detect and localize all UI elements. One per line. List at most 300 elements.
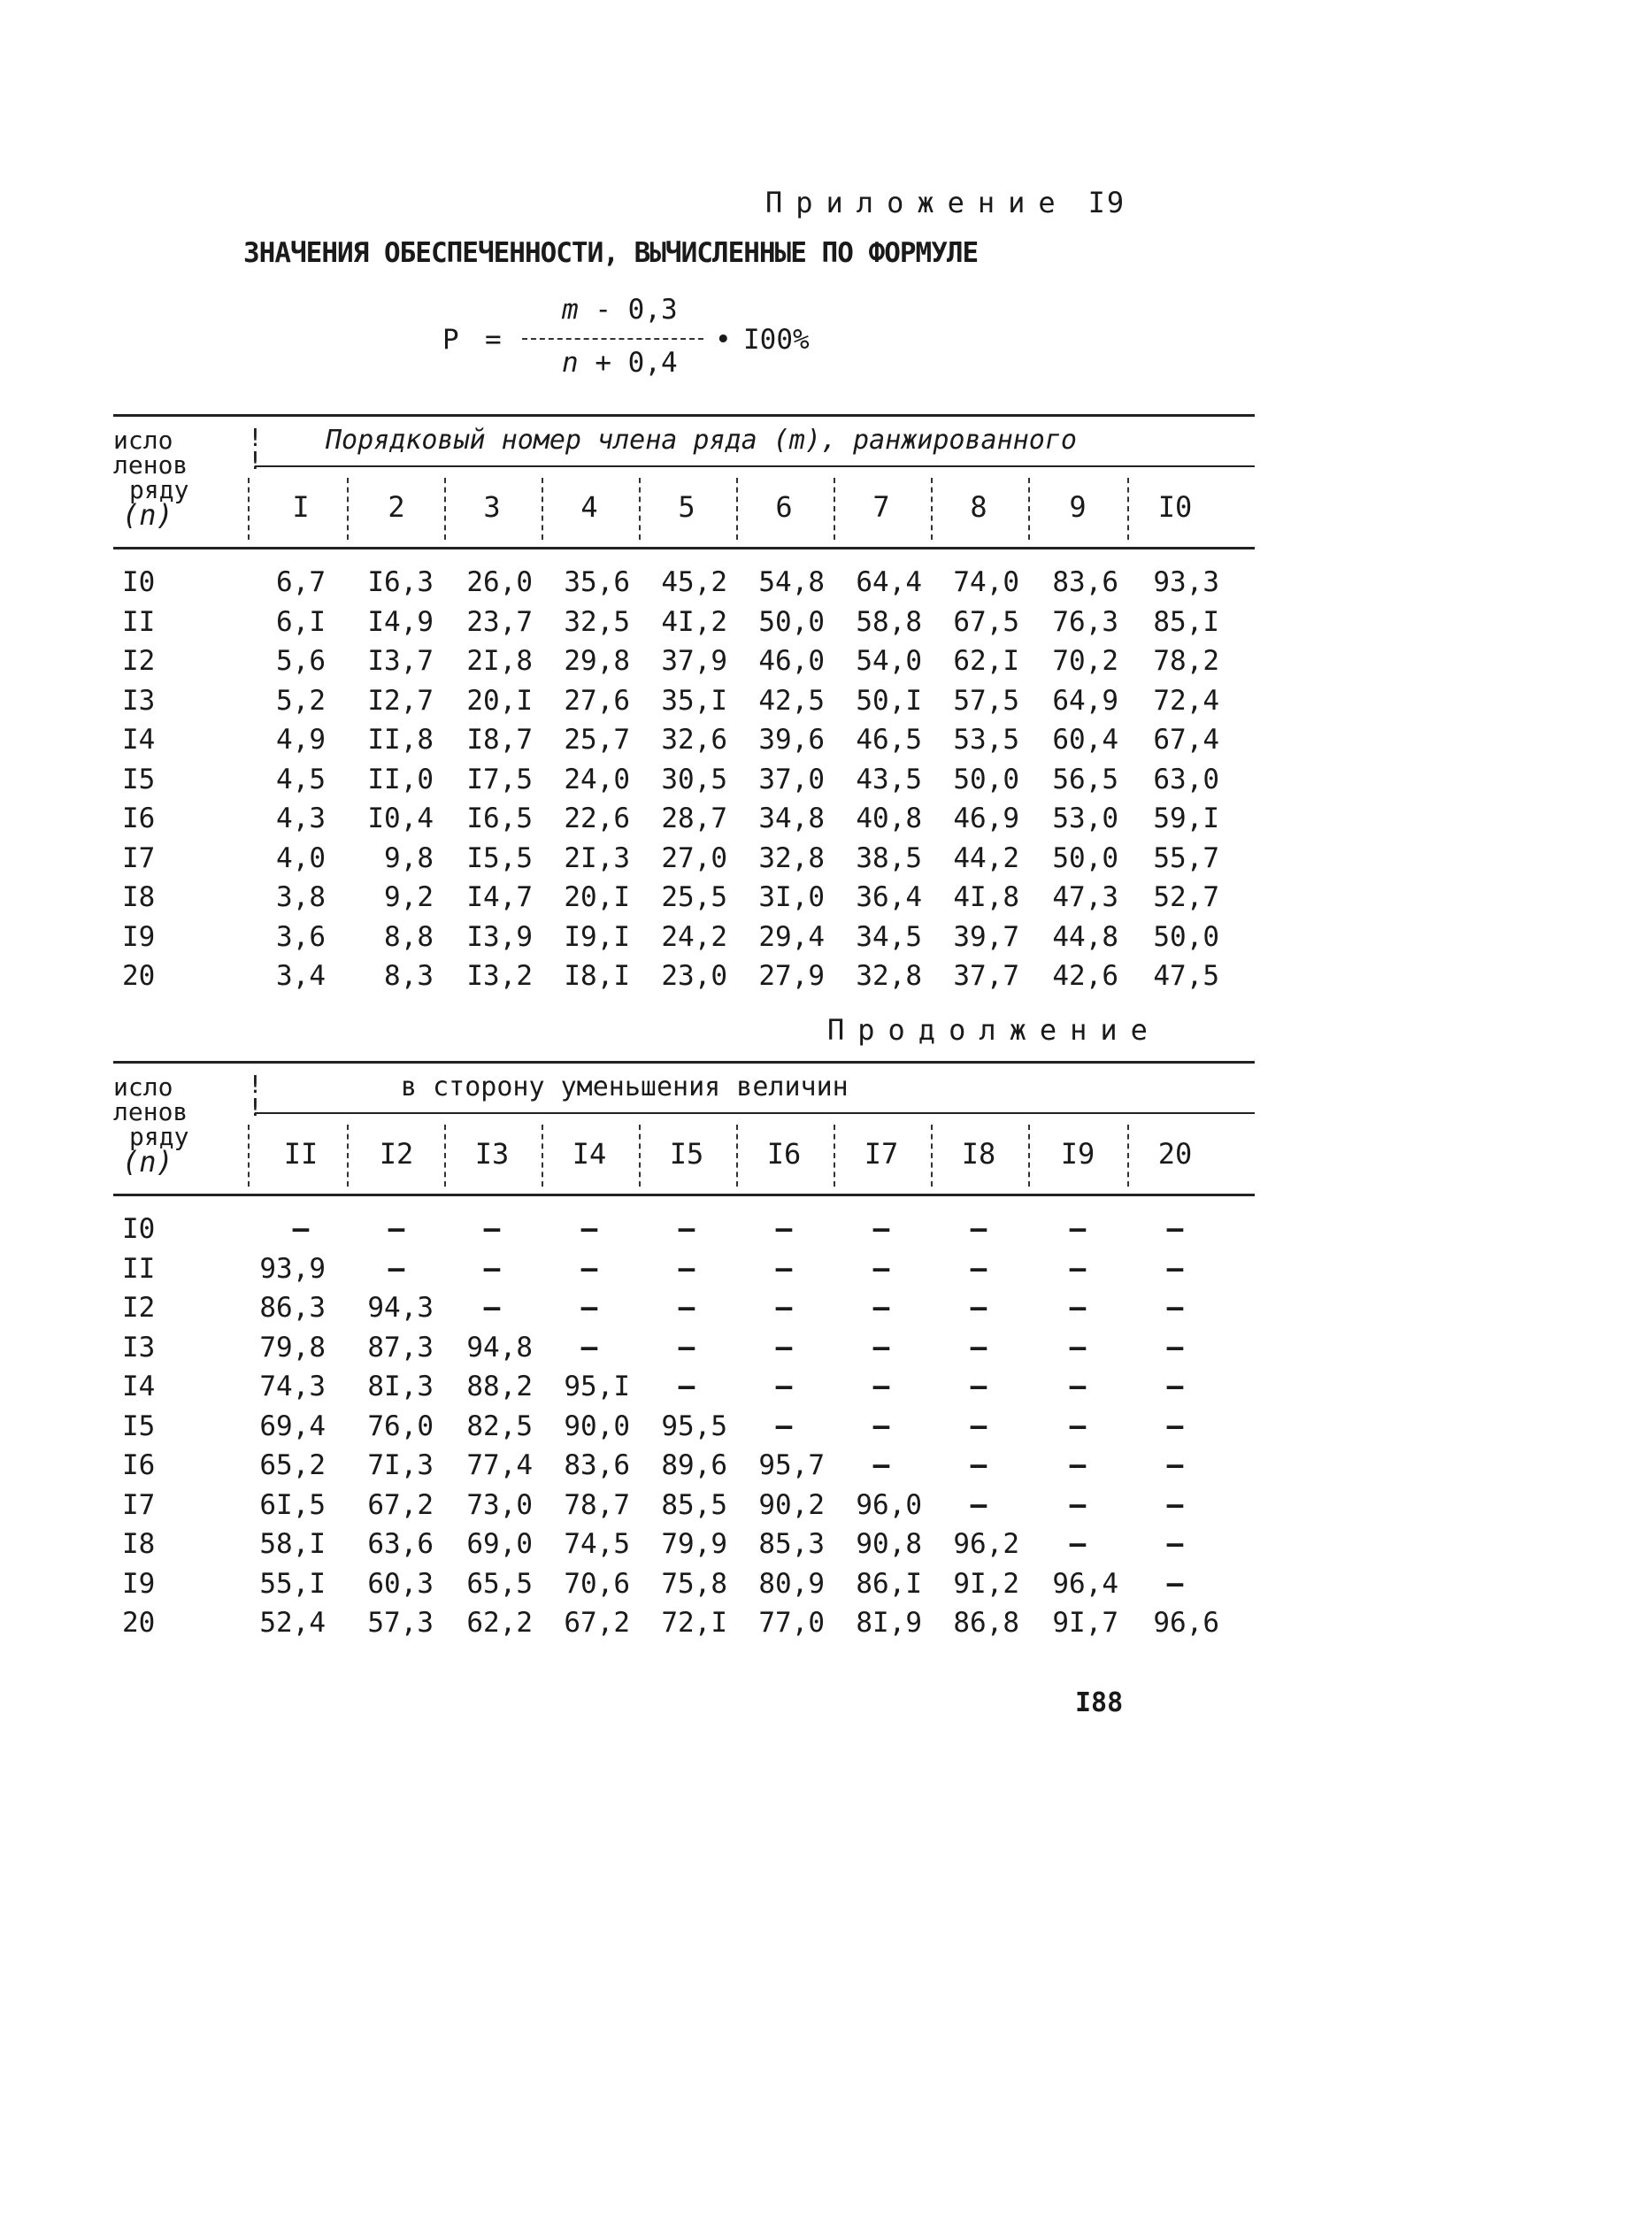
row-label: 20 — [122, 960, 156, 992]
table-cell: – — [483, 1213, 501, 1245]
table-cell: – — [678, 1213, 695, 1245]
table-cell: 57,3 — [367, 1607, 434, 1639]
table-cell: 46,0 — [758, 645, 825, 677]
table-cell: – — [483, 1252, 501, 1285]
table-cell: 74,5 — [564, 1528, 630, 1560]
table-cell: I8,7 — [466, 724, 533, 756]
table-cell: 83,6 — [1052, 566, 1118, 598]
denominator-variable: n — [562, 347, 579, 379]
column-separator — [347, 478, 349, 540]
stub-line: ряду — [129, 1122, 189, 1151]
table-cell: 8,8 — [384, 920, 434, 953]
table-cell: 35,I — [661, 684, 727, 717]
table-cell: 95,5 — [661, 1410, 727, 1442]
table-cell: 60,4 — [1052, 724, 1118, 756]
table-cell: – — [1166, 1331, 1184, 1364]
row-label: I9 — [122, 1567, 156, 1600]
table-cell: 62,2 — [466, 1607, 533, 1639]
table-cell: 4I,2 — [661, 605, 727, 638]
table-cell: 40,8 — [856, 803, 922, 834]
column-header: 9 — [1069, 490, 1087, 524]
table-cell: 80,9 — [758, 1567, 825, 1600]
table-cell: 77,4 — [466, 1449, 533, 1481]
table-cell: 96,4 — [1052, 1567, 1118, 1600]
table-cell: 93,3 — [1153, 566, 1219, 598]
column-separator — [444, 478, 446, 540]
table-cell: – — [388, 1213, 405, 1245]
row-label: I8 — [122, 1528, 156, 1560]
formula-multiply: • — [715, 324, 732, 356]
table-cell: 4I,8 — [953, 881, 1019, 913]
table-cell: – — [1166, 1567, 1184, 1600]
numerator-variable: m — [562, 294, 579, 326]
table-cell: 74,0 — [953, 566, 1019, 598]
table-cell: 34,8 — [758, 803, 825, 834]
page-number: I88 — [1075, 1687, 1124, 1718]
table-cell: – — [1166, 1449, 1184, 1481]
table-cell: 69,4 — [259, 1410, 326, 1442]
table-cell: 47,5 — [1153, 960, 1219, 992]
column-header: I9 — [1060, 1137, 1095, 1171]
row-label: I0 — [122, 1213, 156, 1245]
row-label: I9 — [122, 920, 156, 953]
table-cell: – — [872, 1213, 890, 1245]
table-cell: – — [1069, 1449, 1087, 1481]
column-header: 5 — [678, 490, 695, 524]
table-cell: 78,2 — [1153, 645, 1219, 677]
row-label: I6 — [122, 803, 156, 834]
table-cell: 32,6 — [661, 724, 727, 756]
table-cell: 62,I — [953, 645, 1019, 677]
column-separator — [834, 1125, 835, 1187]
table-cell: 57,5 — [953, 684, 1019, 717]
table-cell: II,8 — [367, 724, 434, 756]
table-cell: – — [1166, 1252, 1184, 1285]
row-label: I3 — [122, 684, 156, 717]
table-cell: 64,9 — [1052, 684, 1118, 717]
table-cell: – — [1166, 1410, 1184, 1442]
table-cell: 93,9 — [259, 1252, 326, 1285]
table-cell: I6,5 — [466, 803, 533, 834]
table-cell: 4,3 — [276, 803, 326, 834]
table-part-1 — [113, 409, 1255, 993]
table-cell: 44,8 — [1052, 920, 1118, 953]
table-cell: 32,8 — [856, 960, 922, 992]
table-cell: 86,I — [856, 1567, 922, 1600]
column-header: I5 — [669, 1137, 704, 1171]
table-cell: – — [1069, 1252, 1087, 1285]
table-cell: 58,8 — [856, 605, 922, 638]
table-cell: 65,2 — [259, 1449, 326, 1481]
column-separator — [639, 1125, 641, 1187]
table-cell: 22,6 — [564, 803, 630, 834]
table-cell: 42,6 — [1052, 960, 1118, 992]
table-cell: 67,5 — [953, 605, 1019, 638]
stub-separator: ! — [248, 1070, 263, 1099]
table-cell: 85,3 — [758, 1528, 825, 1560]
table-cell: 25,7 — [564, 724, 630, 756]
column-separator — [248, 1125, 250, 1187]
table-cell: 9,2 — [384, 881, 434, 913]
table-cell: 46,5 — [856, 724, 922, 756]
table-part-2 — [113, 1056, 1255, 1657]
table-cell: I3,7 — [367, 645, 434, 677]
table-cell: – — [580, 1331, 598, 1364]
row-label: I3 — [122, 1331, 156, 1364]
table-cell: 50,0 — [1153, 920, 1219, 953]
table-cell: – — [970, 1488, 987, 1521]
table-cell: – — [580, 1213, 598, 1245]
column-header: I3 — [474, 1137, 510, 1171]
table-cell: 94,3 — [367, 1292, 434, 1324]
stub-separator: ! — [248, 446, 263, 475]
table-cell: – — [970, 1410, 987, 1442]
row-label: I2 — [122, 645, 156, 677]
table-cell: 72,I — [661, 1607, 727, 1639]
table-cell: – — [1069, 1410, 1087, 1442]
table-cell: 70,6 — [564, 1567, 630, 1600]
table-cell: II,0 — [367, 763, 434, 795]
table-cell: – — [1069, 1331, 1087, 1364]
table-cell: – — [678, 1292, 695, 1324]
table-cell: 50,0 — [953, 763, 1019, 795]
table-cell: I6,3 — [367, 566, 434, 598]
table-cell: – — [970, 1292, 987, 1324]
header-bottom-rule — [113, 1194, 1255, 1196]
table-cell: 89,6 — [661, 1449, 727, 1481]
table-cell: 30,5 — [661, 763, 727, 795]
table-cell: 69,0 — [466, 1528, 533, 1560]
column-header: I4 — [572, 1137, 607, 1171]
table-cell: 86,8 — [953, 1607, 1019, 1639]
table-cell: 4,0 — [276, 841, 326, 874]
stub-line: ленов — [113, 1097, 188, 1126]
table-cell: 55,I — [259, 1567, 326, 1600]
table-cell: 73,0 — [466, 1488, 533, 1521]
formula-equals: = — [485, 324, 502, 356]
row-label: 20 — [122, 1607, 156, 1639]
column-separator — [542, 1125, 543, 1187]
table-cell: 58,I — [259, 1528, 326, 1560]
span-header — [326, 425, 1077, 456]
table-cell: – — [872, 1449, 890, 1481]
table-cell: – — [872, 1410, 890, 1442]
table-cell: – — [775, 1371, 793, 1402]
table-cell: – — [1069, 1292, 1087, 1324]
table-cell: 34,5 — [856, 920, 922, 953]
table-cell: 59,I — [1153, 803, 1219, 834]
table-cell: – — [1166, 1488, 1184, 1521]
table-cell: 67,2 — [564, 1607, 630, 1639]
table-cell: 26,0 — [466, 566, 533, 598]
column-separator — [736, 478, 738, 540]
table-cell: 6I,5 — [259, 1488, 326, 1521]
table-cell: 7I,3 — [367, 1449, 434, 1481]
table-cell: 54,8 — [758, 566, 825, 598]
column-header: 8 — [970, 490, 987, 524]
column-separator — [931, 478, 933, 540]
table-cell: 23,7 — [466, 605, 533, 638]
row-label: I8 — [122, 881, 156, 913]
table-cell: 43,5 — [856, 763, 922, 795]
table-cell: I2,7 — [367, 684, 434, 717]
table-cell: – — [483, 1292, 501, 1324]
column-separator — [931, 1125, 933, 1187]
column-separator — [639, 478, 641, 540]
row-label: II — [122, 605, 156, 638]
table-cell: 3,8 — [276, 881, 326, 913]
span-header-post: ), ранжированного — [804, 425, 1077, 456]
table-cell: 96,0 — [856, 1488, 922, 1521]
table-cell: – — [872, 1252, 890, 1285]
stub-line: ленов — [113, 450, 188, 480]
table-cell: – — [1069, 1488, 1087, 1521]
column-header: 7 — [872, 490, 890, 524]
table-cell: 82,5 — [466, 1410, 533, 1442]
table-cell: 45,2 — [661, 566, 727, 598]
table-cell: – — [1069, 1213, 1087, 1245]
span-header-pre: Порядковый номер члена ряда ( — [326, 425, 789, 456]
numerator-rest: - 0,3 — [578, 294, 678, 326]
table-cell: I4,7 — [466, 881, 533, 913]
table-cell: I8,I — [564, 960, 630, 992]
table-cell: 24,2 — [661, 920, 727, 953]
table-cell: 50,0 — [1052, 841, 1118, 874]
stub-separator: ! — [248, 1093, 263, 1122]
table-cell: 74,3 — [259, 1371, 326, 1402]
table-cell: 54,0 — [856, 645, 922, 677]
column-header: I — [292, 490, 310, 524]
table-cell: 64,4 — [856, 566, 922, 598]
table-cell: 87,3 — [367, 1331, 434, 1364]
table-cell: 2I,8 — [466, 645, 533, 677]
table-cell: 9I,2 — [953, 1567, 1019, 1600]
table-cell: 8I,9 — [856, 1607, 922, 1639]
table-cell: 60,3 — [367, 1567, 434, 1600]
table-cell: – — [775, 1252, 793, 1285]
table-cell: 85,5 — [661, 1488, 727, 1521]
column-header: 3 — [483, 490, 501, 524]
table-cell: 56,5 — [1052, 763, 1118, 795]
table-cell: 27,6 — [564, 684, 630, 717]
table-cell: 9,8 — [384, 841, 434, 874]
table-cell: 96,2 — [953, 1528, 1019, 1560]
column-separator — [347, 1125, 349, 1187]
table-cell: 78,7 — [564, 1488, 630, 1521]
table-cell: 50,I — [856, 684, 922, 717]
table-cell: I9,I — [564, 920, 630, 953]
column-separator — [542, 478, 543, 540]
fraction-bar — [522, 338, 703, 340]
table-cell: 96,6 — [1153, 1607, 1219, 1639]
row-label: I7 — [122, 1488, 156, 1521]
table-cell: 42,5 — [758, 684, 825, 717]
table-cell: 39,7 — [953, 920, 1019, 953]
table-cell: 90,2 — [758, 1488, 825, 1521]
table-cell: 29,4 — [758, 920, 825, 953]
table-cell: 25,5 — [661, 881, 727, 913]
row-label: I4 — [122, 724, 156, 756]
table-cell: – — [1166, 1528, 1184, 1560]
appendix-label: Приложение — [765, 186, 1069, 219]
table-cell: – — [388, 1252, 405, 1285]
table-cell: – — [775, 1292, 793, 1324]
table-cell: – — [1166, 1292, 1184, 1324]
table-cell: – — [872, 1371, 890, 1402]
table-cell: – — [970, 1331, 987, 1364]
table-cell: – — [970, 1252, 987, 1285]
header-inner-rule — [255, 1112, 1255, 1114]
table-cell: – — [292, 1213, 310, 1245]
table-cell: 29,8 — [564, 645, 630, 677]
table-cell: 53,5 — [953, 724, 1019, 756]
column-header: II — [283, 1137, 319, 1171]
table-cell: 72,4 — [1153, 684, 1219, 717]
table-cell: – — [1069, 1371, 1087, 1402]
table-cell: 39,6 — [758, 724, 825, 756]
column-separator — [444, 1125, 446, 1187]
table-cell: 24,0 — [564, 763, 630, 795]
table-cell: 5,6 — [276, 645, 326, 677]
table-cell: 76,3 — [1052, 605, 1118, 638]
formula-numerator — [562, 294, 678, 326]
table-cell: 95,7 — [758, 1449, 825, 1481]
table-cell: – — [580, 1252, 598, 1285]
table-cell: 2I,3 — [564, 841, 630, 874]
row-label: I5 — [122, 763, 156, 795]
table-cell: 20,I — [564, 881, 630, 913]
column-separator — [834, 478, 835, 540]
table-cell: 4,5 — [276, 763, 326, 795]
column-header: I2 — [379, 1137, 414, 1171]
table-cell: 3,4 — [276, 960, 326, 992]
table-cell: 95,I — [564, 1371, 630, 1402]
stub-variable: (n) — [122, 498, 173, 532]
column-separator — [248, 478, 250, 540]
formula-factor: I00% — [743, 324, 810, 356]
table-cell: 28,7 — [661, 803, 727, 834]
table-cell: I4,9 — [367, 605, 434, 638]
table-cell: 9I,7 — [1052, 1607, 1118, 1639]
table-cell: I7,5 — [466, 763, 533, 795]
table-cell: 86,3 — [259, 1292, 326, 1324]
table-cell: 53,0 — [1052, 803, 1118, 834]
table-cell: I3,9 — [466, 920, 533, 953]
table-cell: – — [1166, 1371, 1184, 1402]
stub-variable: (n) — [122, 1145, 173, 1179]
table-cell: 4,9 — [276, 724, 326, 756]
table-cell: I5,5 — [466, 841, 533, 874]
column-header: I7 — [864, 1137, 899, 1171]
column-header: I6 — [766, 1137, 802, 1171]
table-cell: 37,0 — [758, 763, 825, 795]
table-cell: 36,4 — [856, 881, 922, 913]
denominator-rest: + 0,4 — [578, 347, 678, 379]
table-cell: 6,7 — [276, 566, 326, 598]
appendix-number: I9 — [1087, 186, 1126, 219]
table-cell: 32,8 — [758, 841, 825, 874]
table-cell: 75,8 — [661, 1567, 727, 1600]
table-cell: 83,6 — [564, 1449, 630, 1481]
stub-line: ряду — [129, 475, 189, 504]
table-cell: 27,0 — [661, 841, 727, 874]
column-header: 2 — [388, 490, 405, 524]
continuation-label: Продолжение — [827, 1013, 1161, 1047]
row-label: II — [122, 1252, 156, 1285]
row-label: I0 — [122, 566, 156, 598]
table-cell: 23,0 — [661, 960, 727, 992]
stub-line: исло — [113, 426, 173, 455]
header-bottom-rule — [113, 547, 1255, 549]
table-cell: 27,9 — [758, 960, 825, 992]
table-cell: 70,2 — [1052, 645, 1118, 677]
table-cell: – — [580, 1292, 598, 1324]
table-cell: – — [1069, 1528, 1087, 1560]
column-separator — [1028, 1125, 1030, 1187]
table-cell: 5,2 — [276, 684, 326, 717]
table-cell: 52,4 — [259, 1607, 326, 1639]
table-cell: 47,3 — [1052, 881, 1118, 913]
row-label: I7 — [122, 841, 156, 874]
column-separator — [1127, 478, 1129, 540]
table-cell: 3,6 — [276, 920, 326, 953]
table-cell: – — [1166, 1213, 1184, 1245]
header-inner-rule — [255, 465, 1255, 467]
table-cell: 37,9 — [661, 645, 727, 677]
table-cell: I0,4 — [367, 803, 434, 834]
table-cell: 90,0 — [564, 1410, 630, 1442]
row-label: I2 — [122, 1292, 156, 1324]
column-header: I0 — [1157, 490, 1193, 524]
table-cell: 8I,3 — [367, 1371, 434, 1402]
table-cell: 44,2 — [953, 841, 1019, 874]
row-label: I5 — [122, 1410, 156, 1442]
table-cell: 76,0 — [367, 1410, 434, 1442]
row-label: I6 — [122, 1449, 156, 1481]
appendix-heading — [765, 186, 1126, 219]
table-cell: 32,5 — [564, 605, 630, 638]
table-cell: 37,7 — [953, 960, 1019, 992]
column-header: I8 — [961, 1137, 996, 1171]
row-label: I4 — [122, 1371, 156, 1402]
table-cell: – — [775, 1410, 793, 1442]
table-cell: 6,I — [276, 605, 326, 638]
table-cell: – — [775, 1331, 793, 1364]
formula — [434, 294, 841, 391]
table-cell: – — [678, 1331, 695, 1364]
table-cell: – — [970, 1213, 987, 1245]
column-header: 20 — [1157, 1137, 1193, 1171]
table-cell: – — [775, 1213, 793, 1245]
table-cell: 20,I — [466, 684, 533, 717]
table-cell: 55,7 — [1153, 841, 1219, 874]
table-cell: 46,9 — [953, 803, 1019, 834]
column-header: 4 — [580, 490, 598, 524]
table-cell: 88,2 — [466, 1371, 533, 1402]
table-cell: 52,7 — [1153, 881, 1219, 913]
table-cell: 50,0 — [758, 605, 825, 638]
table-cell: 79,8 — [259, 1331, 326, 1364]
table-cell: 65,5 — [466, 1567, 533, 1600]
span-header: в сторону уменьшения величин — [401, 1072, 849, 1102]
table-top-rule — [113, 1061, 1255, 1064]
table-cell: 63,0 — [1153, 763, 1219, 795]
column-separator — [736, 1125, 738, 1187]
table-cell: – — [678, 1371, 695, 1402]
table-title: ЗНАЧЕНИЯ ОБЕСПЕЧЕННОСТИ, ВЫЧИСЛЕННЫЕ ПО ФОРМУЛЕ — [243, 237, 979, 269]
table-cell: – — [678, 1252, 695, 1285]
table-cell: 90,8 — [856, 1528, 922, 1560]
